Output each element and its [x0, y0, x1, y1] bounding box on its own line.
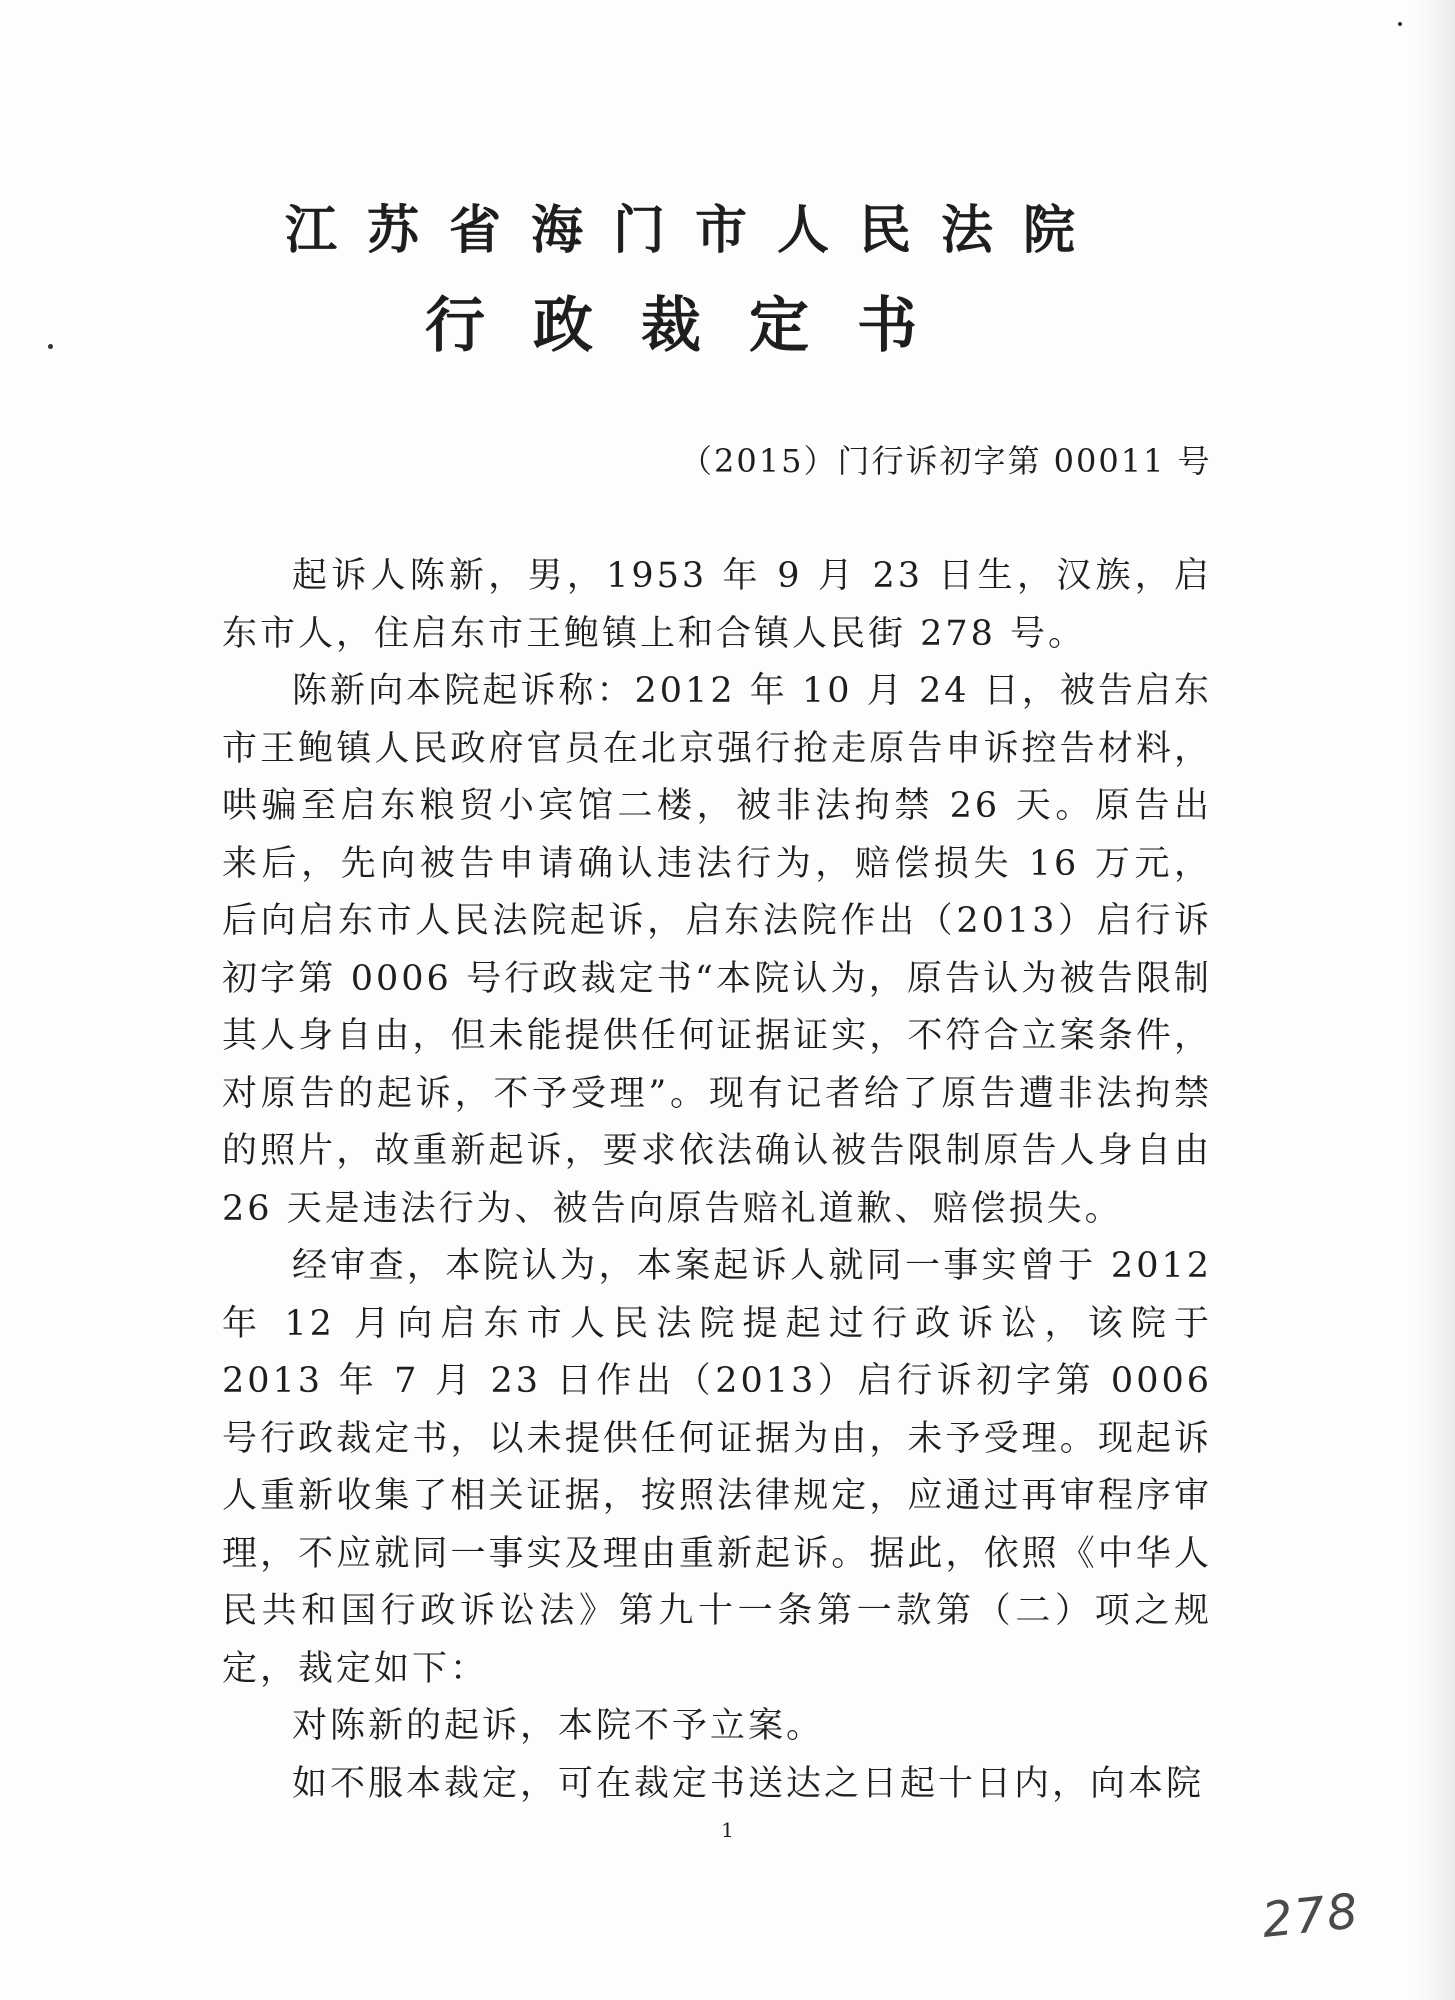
page-number: 1	[721, 1818, 734, 1842]
plaintiff-info-paragraph: 起诉人陈新，男，1953 年 9 月 23 日生，汉族，启东市人，住启东市王鲍镇上和合镇人民街 278 号。	[222, 556, 1212, 654]
court-name: 江苏省海门市人民法院	[284, 200, 1105, 261]
review-paragraph: 经审查，本院认为，本案起诉人就同一事实曾于 2012 年 12 月向启东市人民法院提起过行政诉讼，该院于 2013 年 7 月 23 日作出（2013）启行诉初字第 0006 号行政裁定书，以未提供任何证据为由，未予受理。现起诉人重新收集了相关证据，按照法律规定，应通过再审程序审理，不应就同一事实及理由重新起诉。据此，依照《中华人民共和国行政诉讼法》第九十一条第一款第（二）项之规定，裁定如下：	[222, 1246, 1212, 1689]
claim-paragraph: 陈新向本院起诉称：2012 年 10 月 24 日，被告启东市王鲍镇人民政府官员在北京强行抢走原告申诉控告材料，哄骗至启东粮贸小宾馆二楼，被非法拘禁 26 天。原告出来后，先向被告申请确认违法行为，赔偿损失 16 万元，后向启东市人民法院起诉，启东法院作出（2013）启行诉初字第 0006 号行政裁定书“本院认为，原告认为被告限制其人身自由，但未能提供任何证据证实，不符合立案条件，对原告的起诉，不予受理”。现有记者给了原告遭非法拘禁的照片，故重新起诉，要求依法确认被告限制原告人身自由 26 天是违法行为、被告向原告赔礼道歉、赔偿损失。	[222, 671, 1212, 1229]
appeal-paragraph: 如不服本裁定，可在裁定书送达之日起十日内，向本院	[292, 1763, 1205, 1804]
handwritten-page-note: 278	[1259, 1883, 1363, 1949]
document-body	[222, 548, 1212, 1813]
case-number: （2015）门行诉初字第 00011 号	[680, 442, 1212, 480]
ruling-paragraph: 对陈新的起诉，本院不予立案。	[292, 1706, 825, 1746]
scan-edge-shadow	[1415, 0, 1455, 2000]
document-type-title: 行政裁定书	[425, 291, 965, 361]
scan-speck	[1398, 22, 1402, 26]
